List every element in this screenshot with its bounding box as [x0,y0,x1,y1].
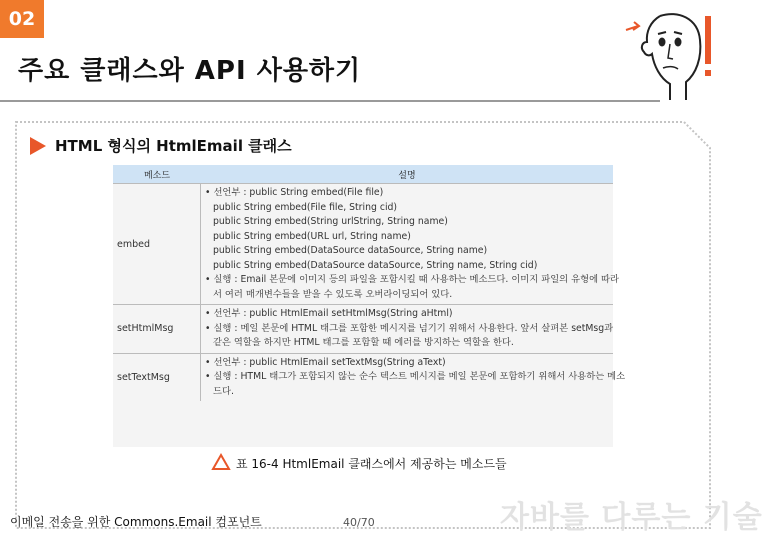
table-row [113,353,626,402]
table-row [113,304,613,353]
method-name: embed [113,184,201,304]
method-table [113,165,626,447]
page-number: 40/70 [343,516,375,529]
page-title: 주요 클래스와 API 사용하기 [18,56,362,86]
section-subtitle: HTML 형식의 HtmlEmail 클래스 [55,137,292,155]
method-description [201,354,626,402]
description-line: • 선언부 : public HtmlEmail setHtmlMsg(String aHtml) [205,308,453,319]
warning-triangle-icon [212,454,230,470]
description-line: 드다. [213,385,234,397]
table-header [113,165,613,183]
description-line: public String embed(String urlString, String name) [213,216,448,227]
description-line: public String embed(File file, String cid) [213,201,398,213]
description-line: public String embed(URL url, String name) [213,230,411,242]
description-line: public String embed(DataSource dataSource, String name, String cid) [213,259,538,271]
description-line: 같은 역할을 하지만 HTML 태그를 포함할 때 에러를 방지하는 역할을 한다. [213,337,514,348]
thinking-face-icon [620,8,718,102]
description-line: • 선언부 : public String embed(File file) [205,187,384,198]
section-number-badge [0,0,44,38]
description-line: • 실행 : HTML 태그가 포함되지 않는 순수 텍스트 메시지를 메일 본문에 포함하기 위해서 사용하는 메소 [205,371,626,382]
column-header-method: 메소드 [143,170,171,181]
triangle-bullet-icon [30,137,46,155]
table-row [113,183,619,304]
description-line: • 실행 : Email 본문에 이미지 등의 파일을 포함시킬 때 사용하는 메소드다. 이미지 파일의 유형에 따라 [205,274,619,285]
table-caption: 표 16-4 HtmlEmail 클래스에서 제공하는 메소드들 [236,457,507,471]
book-watermark: 자바를 다루는 기술 [500,500,763,535]
method-description [201,305,613,353]
method-name: setTextMsg [113,354,201,402]
column-header-description: 설명 [398,170,416,181]
footer-chapter-title: 이메일 전송을 위한 Commons.Email 컴포넌트 [10,515,262,529]
description-line: • 실행 : 메일 본문에 HTML 태그를 포함한 메시지를 넘기기 위해서 사용한다. 앞서 살펴본 setMsg과 [205,322,614,334]
method-description [201,184,619,304]
method-name: setHtmlMsg [113,305,201,353]
section-number: 02 [8,8,36,30]
description-line: • 선언부 : public HtmlEmail setTextMsg(String aText) [205,356,446,368]
title-divider [0,100,660,102]
description-line: public String embed(DataSource dataSource, String name) [213,245,488,256]
description-line: 서 여러 매개변수들을 받을 수 있도록 오버라이딩되어 있다. [213,288,453,300]
